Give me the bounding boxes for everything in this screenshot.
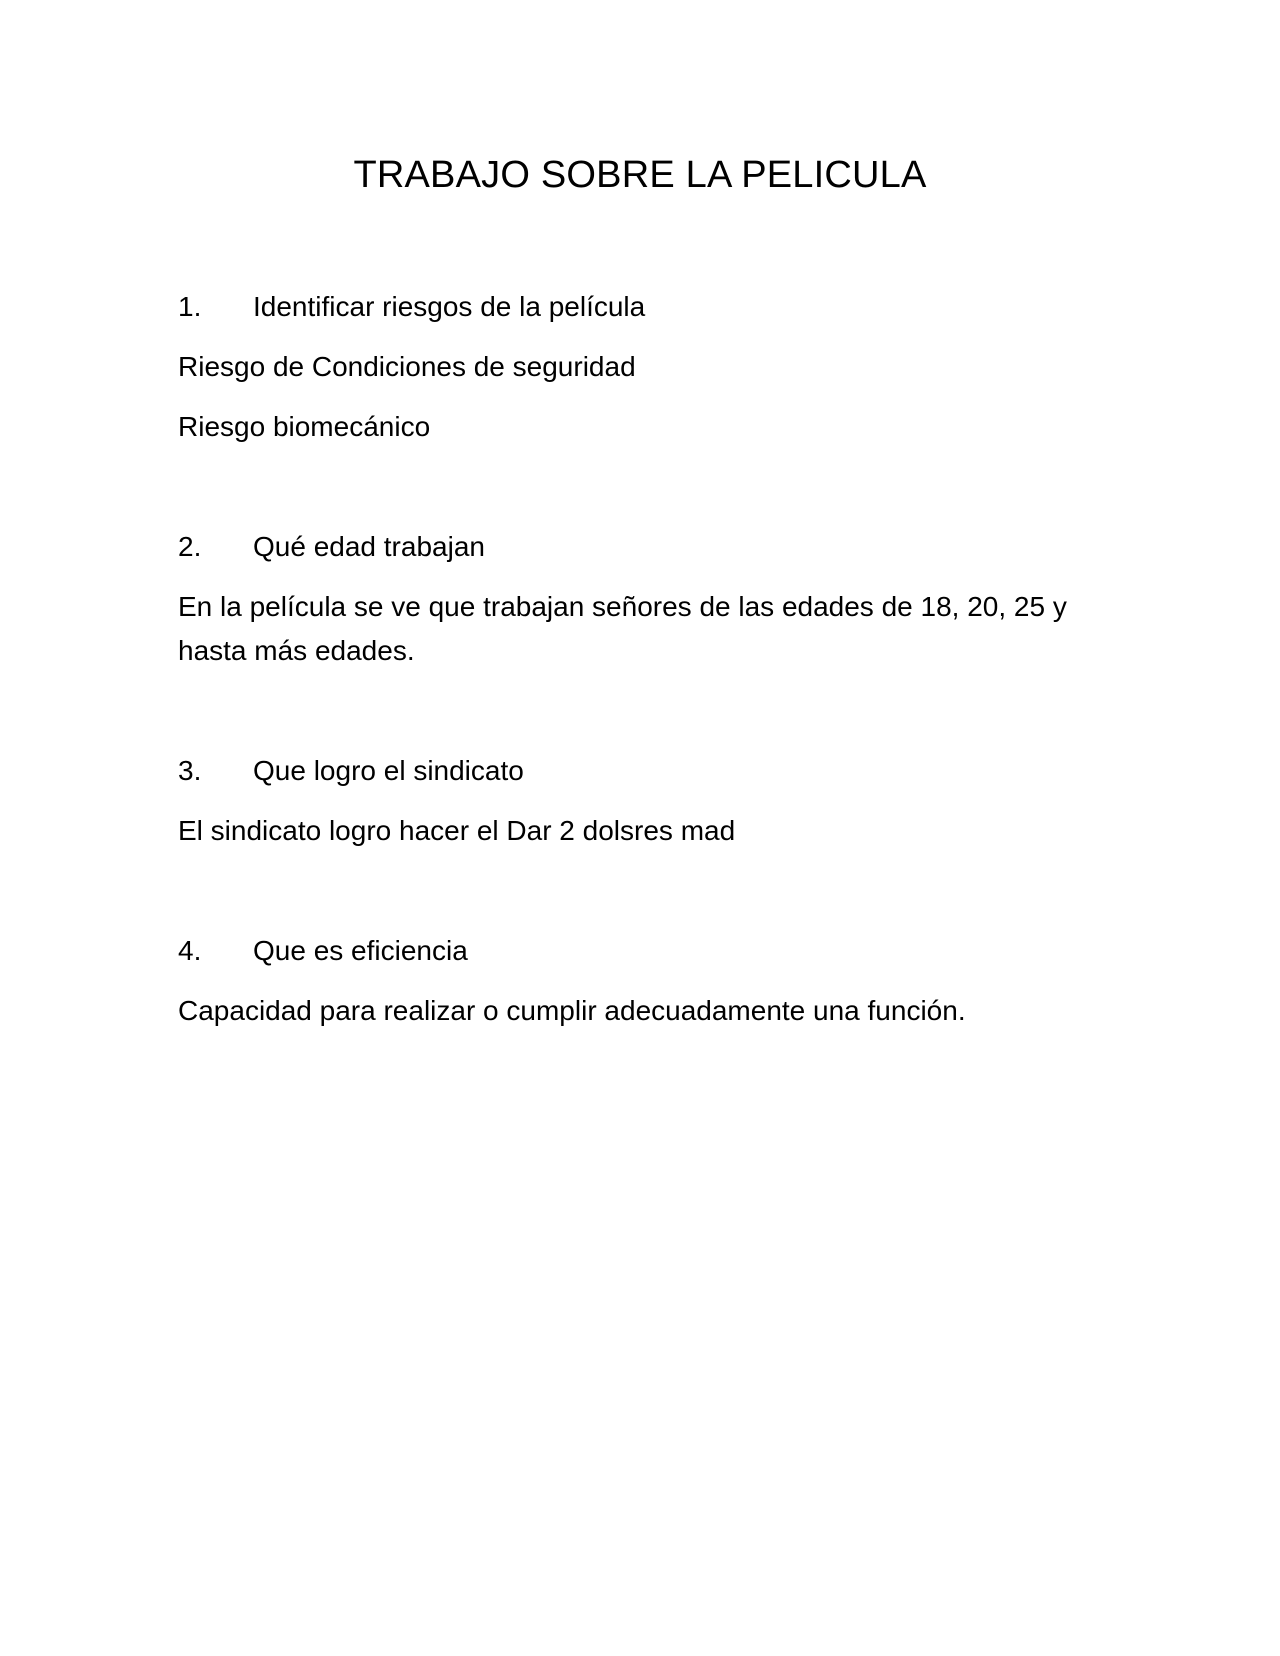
document-body [178, 285, 1108, 1109]
question-text: Que logro el sindicato [253, 755, 524, 786]
answer-paragraph: Riesgo biomecánico [178, 411, 431, 442]
question-number: 1. [178, 291, 202, 322]
answer-paragraph: En la película se ve que trabajan señores de las edades de 18, 20, 25 y hasta más edades. [178, 591, 1067, 666]
question-number: 3. [178, 755, 202, 786]
answer-paragraph: El sindicato logro hacer el Dar 2 dolsres mad [178, 815, 736, 846]
question-number: 2. [178, 531, 202, 562]
section-3 [178, 749, 1108, 853]
section-1 [178, 285, 1108, 449]
section-2 [178, 525, 1108, 673]
answer-paragraph: Riesgo de Condiciones de seguridad [178, 351, 636, 382]
question-text: Que es eficiencia [253, 935, 468, 966]
question-3 [178, 749, 1108, 793]
page-title: TRABAJO SOBRE LA PELICULA [353, 154, 927, 196]
section-4 [178, 929, 1108, 1033]
question-2 [178, 525, 1108, 569]
question-text: Identificar riesgos de la película [253, 291, 646, 322]
question-1 [178, 285, 1108, 329]
question-text: Qué edad trabajan [253, 531, 485, 562]
question-number: 4. [178, 935, 202, 966]
answer-paragraph: Capacidad para realizar o cumplir adecuadamente una función. [178, 995, 966, 1026]
question-4 [178, 929, 1108, 973]
